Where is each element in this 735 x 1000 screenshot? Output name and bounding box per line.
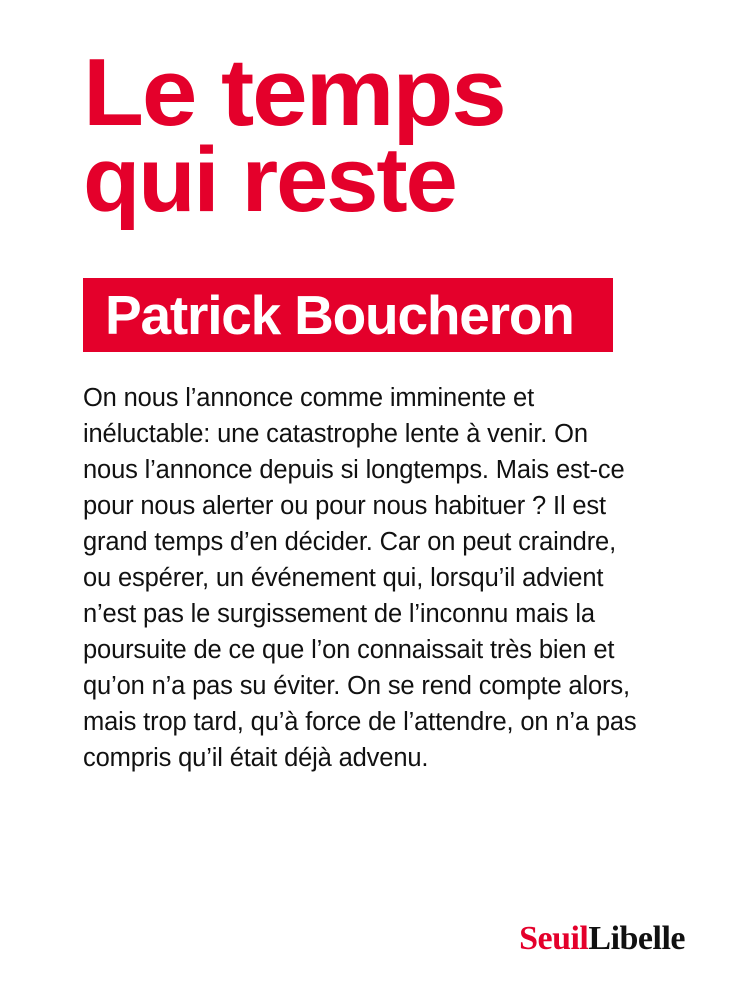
author-name: Patrick Boucheron [105, 283, 574, 346]
publisher-name-libelle: Libelle [588, 920, 685, 957]
blurb-text [83, 381, 643, 776]
blurb-paragraph: On nous l’annonce comme imminente et inéluctable: une catastrophe lente à venir. On nous l’annonce depuis si longtemps. Mais est-ce pour nous alerter ou pour nous habituer ? Il est grand temps d’en décider. Car on peut craindre, ou espérer, un événement qui, lorsqu’il advient n’est pas le surgissement de l’inconnu mais la poursuite de ce que l’on connaissait très bien et qu’on n’a pas su éviter. On se rend compte alors, mais trop tard, qu’à force de l’attendre, on n’a pas compris qu’il était déjà advenu. [83, 384, 637, 772]
author-banner [83, 278, 613, 352]
title-line-2: qui reste [83, 128, 456, 231]
publisher-logo [519, 920, 685, 958]
book-title [83, 39, 683, 231]
publisher-name-seuil: Seuil [519, 920, 589, 957]
title-line-1: Le temps [83, 39, 505, 146]
